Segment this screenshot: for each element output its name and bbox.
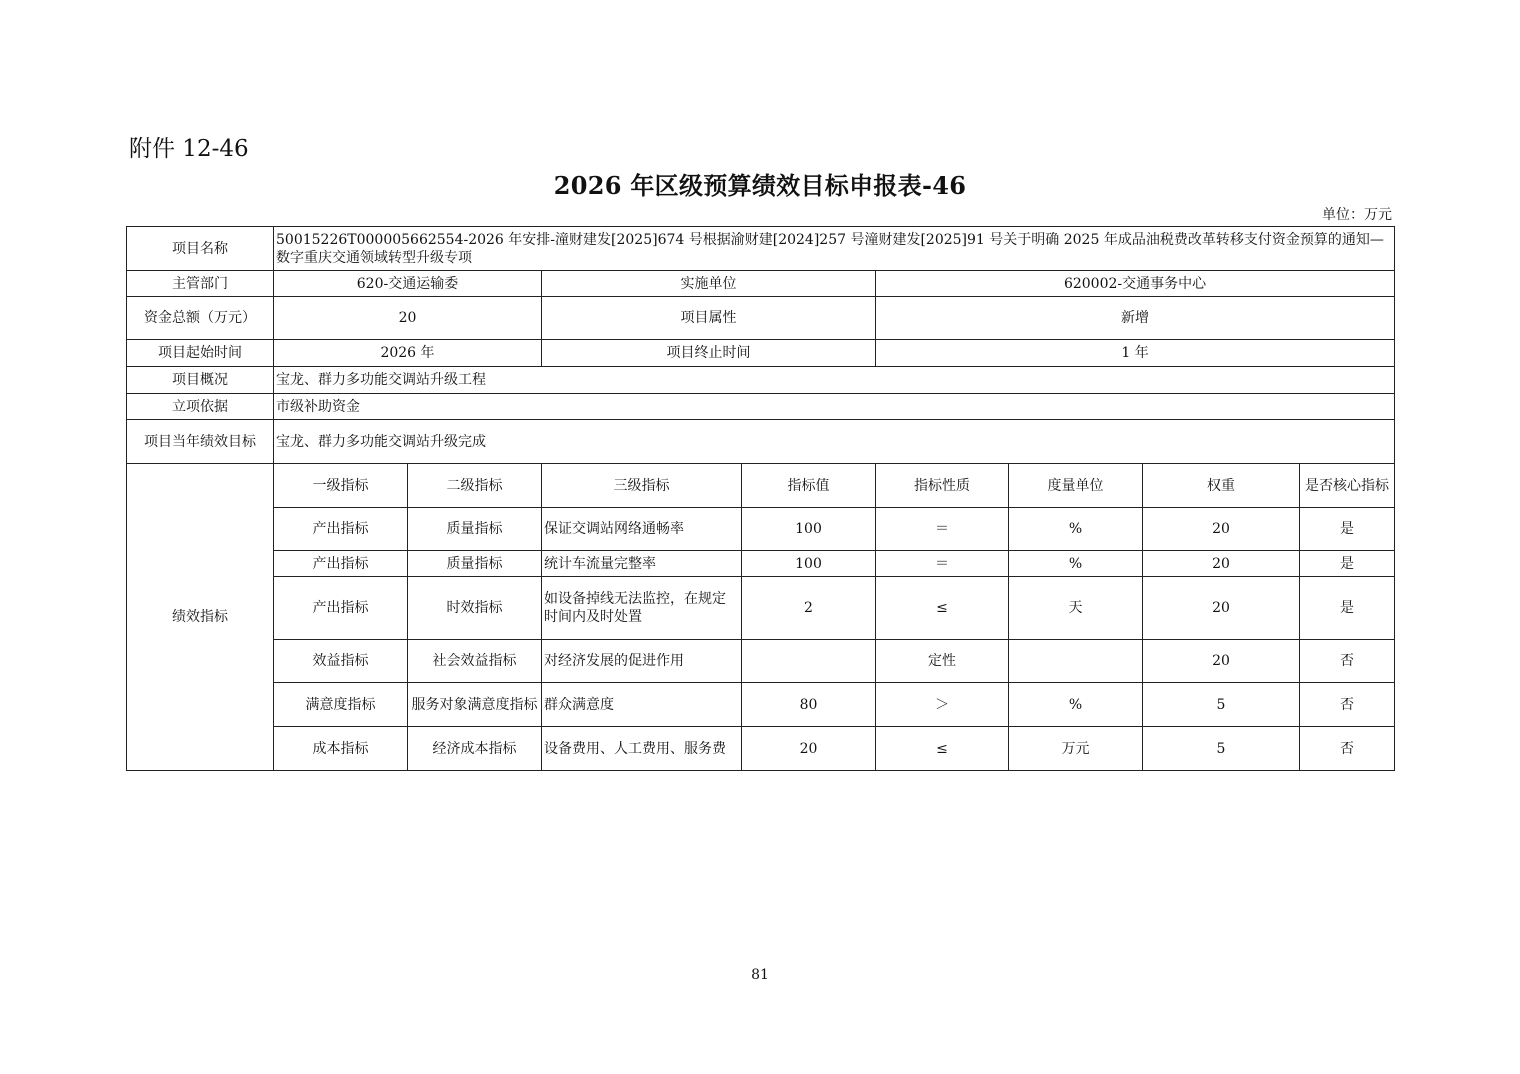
indicator-level2: 质量指标 <box>408 508 542 551</box>
unit-label: 单位：万元 <box>1322 207 1392 223</box>
table-row <box>127 508 1395 551</box>
table-row <box>127 683 1395 727</box>
indicator-level2: 质量指标 <box>408 551 542 577</box>
header-value: 指标值 <box>742 464 876 508</box>
dept-label: 主管部门 <box>127 271 274 297</box>
end-time-value: 1 年 <box>876 340 1395 367</box>
indicator-value: 2 <box>742 577 876 640</box>
basis-row <box>127 394 1395 420</box>
indicator-value: 100 <box>742 508 876 551</box>
page-title: 2026 年区级预算绩效目标申报表-46 <box>553 171 967 200</box>
indicator-nature: ＝ <box>876 551 1009 577</box>
indicator-value <box>742 640 876 683</box>
basis-value: 市级补助资金 <box>274 394 1395 420</box>
indicators-section-label: 绩效指标 <box>127 464 274 771</box>
indicator-core: 是 <box>1300 551 1395 577</box>
header-level3: 三级指标 <box>542 464 742 508</box>
table-row <box>127 551 1395 577</box>
overview-value: 宝龙、群力多功能交调站升级工程 <box>274 367 1395 394</box>
indicator-level2: 时效指标 <box>408 577 542 640</box>
indicator-level2: 经济成本指标 <box>408 727 542 771</box>
indicator-nature: ＞ <box>876 683 1009 727</box>
indicator-weight: 5 <box>1143 683 1300 727</box>
dept-value: 620-交通运输委 <box>274 271 542 297</box>
header-nature: 指标性质 <box>876 464 1009 508</box>
indicator-level2: 社会效益指标 <box>408 640 542 683</box>
indicator-nature: ＝ <box>876 508 1009 551</box>
indicator-value: 100 <box>742 551 876 577</box>
goal-value: 宝龙、群力多功能交调站升级完成 <box>274 420 1395 464</box>
project-name-label: 项目名称 <box>127 227 274 271</box>
table-row <box>127 577 1395 640</box>
indicator-unit: % <box>1009 683 1143 727</box>
time-row <box>127 340 1395 367</box>
indicator-core: 否 <box>1300 683 1395 727</box>
project-name-row <box>127 227 1395 271</box>
attr-label: 项目属性 <box>542 297 876 340</box>
indicator-level3: 群众满意度 <box>542 683 742 727</box>
basis-label: 立项依据 <box>127 394 274 420</box>
indicator-unit: % <box>1009 508 1143 551</box>
indicator-value: 20 <box>742 727 876 771</box>
attr-value: 新增 <box>876 297 1395 340</box>
impl-unit-label: 实施单位 <box>542 271 876 297</box>
indicator-nature: 定性 <box>876 640 1009 683</box>
indicator-core: 是 <box>1300 508 1395 551</box>
start-time-value: 2026 年 <box>274 340 542 367</box>
header-level2: 二级指标 <box>408 464 542 508</box>
indicator-weight: 20 <box>1143 640 1300 683</box>
department-row <box>127 271 1395 297</box>
indicator-weight: 20 <box>1143 577 1300 640</box>
indicator-unit: 万元 <box>1009 727 1143 771</box>
header-level1: 一级指标 <box>274 464 408 508</box>
goal-label: 项目当年绩效目标 <box>127 420 274 464</box>
indicator-weight: 20 <box>1143 551 1300 577</box>
indicator-core: 否 <box>1300 640 1395 683</box>
attachment-number: 附件 12-46 <box>129 136 249 162</box>
indicator-level3: 如设备掉线无法监控，在规定时间内及时处置 <box>542 577 742 640</box>
indicator-level1: 效益指标 <box>274 640 408 683</box>
start-time-label: 项目起始时间 <box>127 340 274 367</box>
indicator-level1: 产出指标 <box>274 551 408 577</box>
indicator-level2: 服务对象满意度指标 <box>408 683 542 727</box>
overview-row <box>127 367 1395 394</box>
indicator-value: 80 <box>742 683 876 727</box>
indicator-unit: % <box>1009 551 1143 577</box>
indicator-level1: 产出指标 <box>274 577 408 640</box>
indicator-nature: ≤ <box>876 727 1009 771</box>
indicator-core: 是 <box>1300 577 1395 640</box>
header-core: 是否核心指标 <box>1300 464 1395 508</box>
indicator-core: 否 <box>1300 727 1395 771</box>
table-row <box>127 640 1395 683</box>
page-number: 81 <box>751 967 769 983</box>
indicator-header-row <box>127 464 1395 508</box>
table-row <box>127 727 1395 771</box>
indicator-weight: 20 <box>1143 508 1300 551</box>
fund-label: 资金总额（万元） <box>127 297 274 340</box>
indicator-nature: ≤ <box>876 577 1009 640</box>
goal-row <box>127 420 1395 464</box>
indicator-unit <box>1009 640 1143 683</box>
header-unit: 度量单位 <box>1009 464 1143 508</box>
indicator-level1: 满意度指标 <box>274 683 408 727</box>
fund-value: 20 <box>274 297 542 340</box>
indicator-level3: 统计车流量完整率 <box>542 551 742 577</box>
budget-performance-table <box>126 226 1395 771</box>
indicator-level3: 设备费用、人工费用、服务费 <box>542 727 742 771</box>
indicator-unit: 天 <box>1009 577 1143 640</box>
indicator-weight: 5 <box>1143 727 1300 771</box>
end-time-label: 项目终止时间 <box>542 340 876 367</box>
project-name-value: 50015226T000005662554-2026 年安排-潼财建发[2025]674 号根据渝财建[2024]257 号潼财建发[2025]91 号关于明确 2025 年成品油税费改革转移支付资金预算的通知—数字重庆交通领域转型升级专项 <box>274 227 1395 271</box>
indicator-level3: 对经济发展的促进作用 <box>542 640 742 683</box>
impl-unit-value: 620002-交通事务中心 <box>876 271 1395 297</box>
fund-row <box>127 297 1395 340</box>
overview-label: 项目概况 <box>127 367 274 394</box>
indicator-level1: 成本指标 <box>274 727 408 771</box>
indicator-level1: 产出指标 <box>274 508 408 551</box>
header-weight: 权重 <box>1143 464 1300 508</box>
indicator-level3: 保证交调站网络通畅率 <box>542 508 742 551</box>
